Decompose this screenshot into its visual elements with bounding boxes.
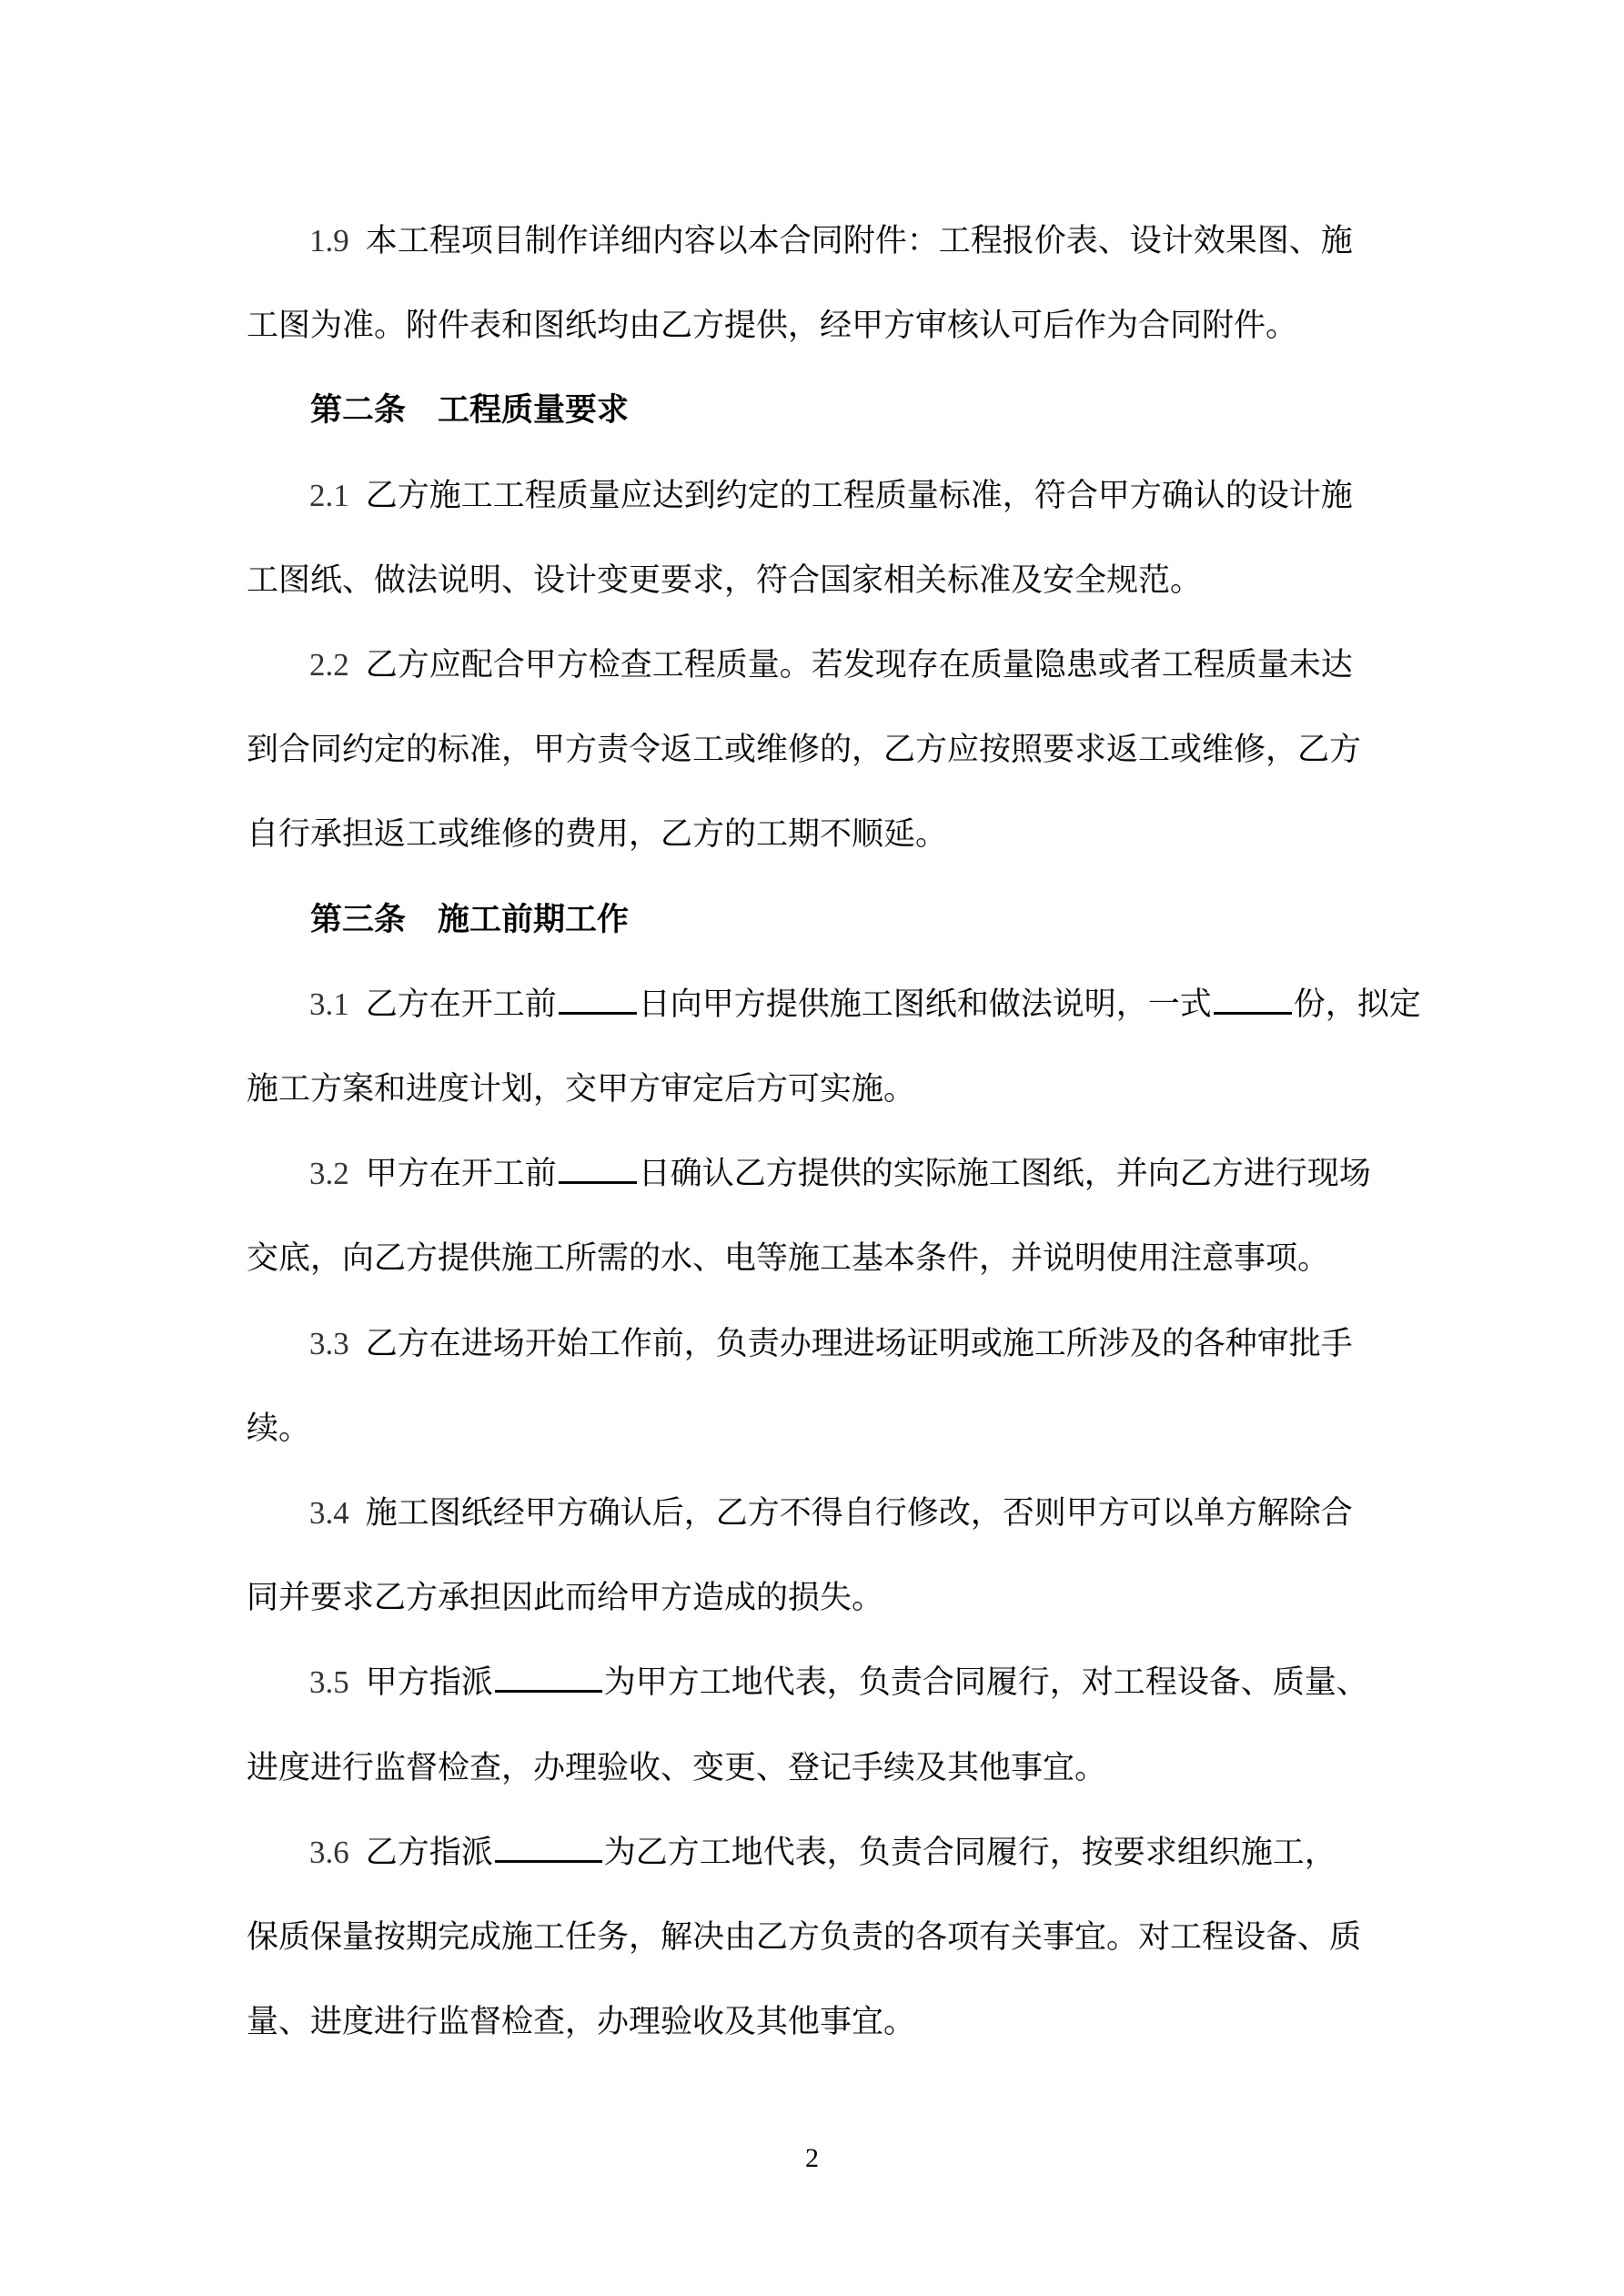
heading-text: 第三条 施工前期工作 (310, 902, 630, 938)
clause-text: 乙方施工工程质量应达到约定的工程质量标准，符合甲方确认的设计施 (365, 478, 1353, 514)
clause-3-5-line-2 (0, 1747, 1624, 1789)
clause-text: 工图为准。附件表和图纸均由乙方提供，经甲方审核认可后作为合同附件。 (247, 308, 1298, 344)
clause-1-9-line-1 (0, 220, 1624, 262)
clause-3-5-line-1 (0, 1662, 1624, 1704)
clause-3-4-line-1 (0, 1492, 1624, 1534)
clause-number: 2.2 (309, 647, 349, 683)
clause-3-3-line-2 (0, 1408, 1624, 1450)
clause-text: 交底，向乙方提供施工所需的水、电等施工基本条件，并说明使用注意事项。 (247, 1240, 1330, 1277)
clause-text: 日向甲方提供施工图纸和做法说明，一式 (638, 986, 1212, 1023)
clause-3-2-line-1 (0, 1153, 1624, 1195)
fill-in-blank-copies[interactable] (1214, 985, 1292, 1015)
clause-text: 为甲方工地代表，负责合同履行，对工程设备、质量、 (603, 1664, 1368, 1701)
clause-2-2-line-2 (0, 729, 1624, 771)
clause-text: 进度进行监督检查，办理验收、变更、登记手续及其他事宜。 (247, 1750, 1107, 1786)
fill-in-blank-days[interactable] (559, 1154, 637, 1184)
heading-text: 第二条 工程质量要求 (310, 392, 630, 429)
fill-in-blank-days[interactable] (559, 985, 637, 1015)
clause-3-1-line-1 (0, 984, 1624, 1026)
clause-text: 续。 (247, 1411, 311, 1447)
article-2-heading (0, 389, 1624, 431)
clause-text: 乙方在开工前 (365, 986, 557, 1023)
clause-2-1-line-1 (0, 475, 1624, 517)
clause-text: 日确认乙方提供的实际施工图纸，并向乙方进行现场 (638, 1156, 1371, 1192)
clause-1-9-line-2 (0, 305, 1624, 347)
clause-text: 甲方指派 (365, 1664, 493, 1701)
clause-text: 自行承担返工或维修的费用，乙方的工期不顺延。 (247, 816, 948, 853)
page-number: 2 (805, 2143, 819, 2173)
clause-text: 乙方指派 (365, 1835, 493, 1871)
fill-in-blank-name[interactable] (495, 1663, 602, 1693)
clause-number: 3.6 (309, 1835, 349, 1870)
clause-number: 2.1 (309, 478, 349, 513)
clause-3-3-line-1 (0, 1323, 1624, 1365)
clause-3-1-line-2 (0, 1068, 1624, 1110)
clause-2-1-line-2 (0, 560, 1624, 602)
clause-text: 甲方在开工前 (365, 1156, 557, 1192)
fill-in-blank-name[interactable] (495, 1833, 602, 1863)
clause-2-2-line-3 (0, 814, 1624, 855)
clause-2-2-line-1 (0, 644, 1624, 686)
clause-text: 到合同约定的标准，甲方责令返工或维修的，乙方应按照要求返工或维修，乙方 (247, 732, 1362, 768)
clause-3-6-line-3 (0, 2001, 1624, 2043)
clause-text: 份，拟定 (1293, 986, 1421, 1023)
clause-text: 乙方应配合甲方检查工程质量。若发现存在质量隐患或者工程质量未达 (365, 647, 1353, 683)
clause-text: 保质保量按期完成施工任务，解决由乙方负责的各项有关事宜。对工程设备、质 (247, 1919, 1362, 1956)
clause-number: 3.5 (309, 1664, 349, 1700)
clause-text: 量、进度进行监督检查，办理验收及其他事宜。 (247, 2004, 916, 2040)
clause-number: 3.2 (309, 1156, 349, 1191)
clause-3-4-line-2 (0, 1577, 1624, 1619)
clause-3-6-line-1 (0, 1832, 1624, 1874)
clause-text: 为乙方工地代表，负责合同履行，按要求组织施工， (603, 1835, 1337, 1871)
clause-3-6-line-2 (0, 1917, 1624, 1958)
clause-number: 3.3 (309, 1326, 349, 1361)
clause-text: 同并要求乙方承担因此而给甲方造成的损失。 (247, 1580, 884, 1616)
clause-number: 3.1 (309, 986, 349, 1022)
clause-text: 本工程项目制作详细内容以本合同附件：工程报价表、设计效果图、施 (365, 223, 1353, 259)
article-3-heading (0, 899, 1624, 941)
clause-number: 1.9 (309, 223, 349, 258)
clause-text: 工图纸、做法说明、设计变更要求，符合国家相关标准及安全规范。 (247, 562, 1203, 599)
clause-3-2-line-2 (0, 1238, 1624, 1279)
clause-number: 3.4 (309, 1495, 349, 1531)
clause-text: 施工方案和进度计划，交甲方审定后方可实施。 (247, 1071, 916, 1108)
clause-text: 乙方在进场开始工作前，负责办理进场证明或施工所涉及的各种审批手 (365, 1326, 1353, 1362)
clause-text: 施工图纸经甲方确认后，乙方不得自行修改，否则甲方可以单方解除合 (365, 1495, 1353, 1532)
